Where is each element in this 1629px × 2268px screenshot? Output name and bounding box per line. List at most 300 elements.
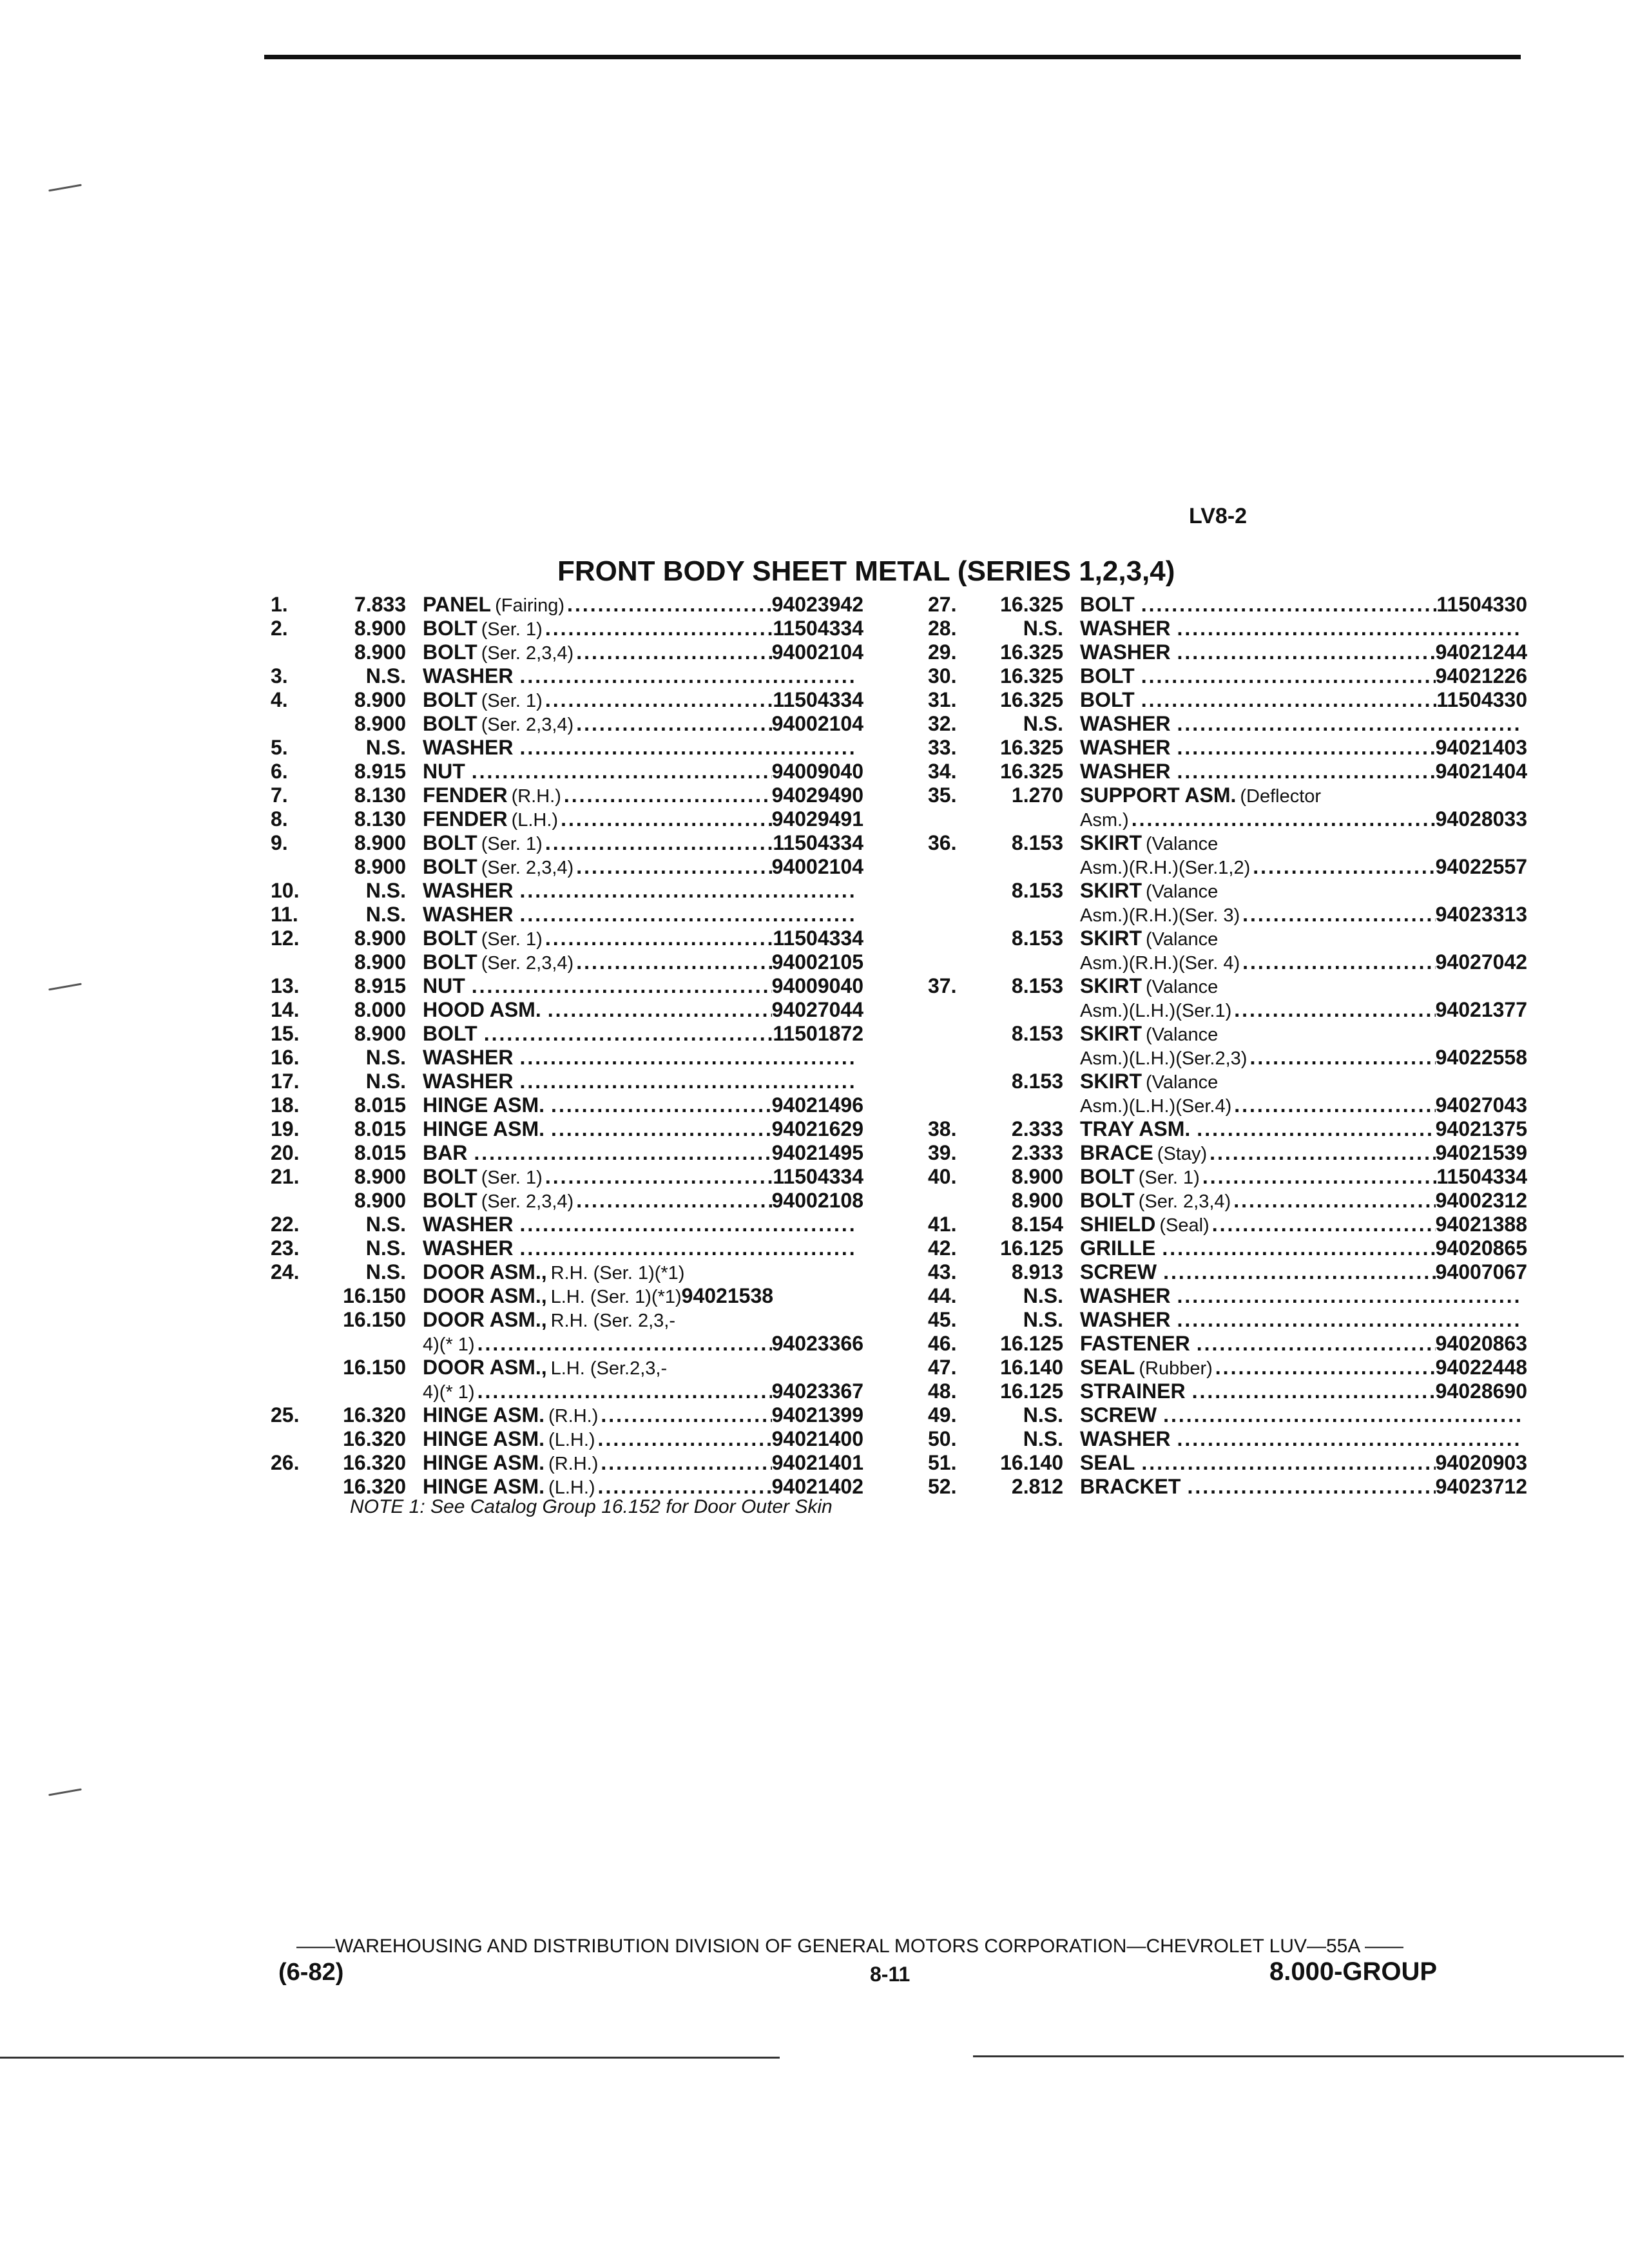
item-number: 27. (928, 593, 957, 616)
group-reference: 8.153 (1011, 1022, 1063, 1045)
item-number: 8. (271, 807, 288, 831)
part-description (1080, 1451, 1527, 1475)
part-name: FENDER (423, 783, 508, 807)
part-description (1080, 1189, 1527, 1214)
dot-leader (1234, 998, 1435, 1022)
part-qualifier: Asm.)(R.H.)(Ser. 4) (1080, 953, 1240, 974)
item-number: 19. (271, 1117, 300, 1140)
group-reference: 8.015 (354, 1117, 406, 1140)
group-reference: N.S. (365, 1236, 406, 1260)
part-number: 11504334 (773, 927, 863, 950)
part-number: 94020903 (1435, 1451, 1527, 1474)
parts-row (271, 927, 863, 950)
group-reference: 8.015 (354, 1141, 406, 1164)
group-reference: 8.900 (354, 688, 406, 711)
group-reference: 8.900 (354, 831, 406, 854)
parts-row (928, 760, 1527, 783)
part-qualifier: R.H. (Ser. 2,3,- (550, 1311, 675, 1331)
item-number: 13. (271, 974, 300, 997)
part-description (1080, 879, 1527, 904)
dot-leader (1215, 1356, 1436, 1379)
part-qualifier: 4)(* 1) (423, 1334, 475, 1355)
item-number: 28. (928, 617, 957, 640)
part-description (1080, 593, 1527, 617)
dot-leader (519, 736, 857, 760)
parts-row (928, 1165, 1527, 1189)
dot-leader (1197, 1332, 1436, 1356)
item-number: 44. (928, 1284, 957, 1307)
part-description (423, 927, 863, 952)
item-number: 21. (271, 1165, 300, 1188)
part-description (423, 1022, 863, 1046)
dot-leader (545, 617, 773, 640)
part-name: BOLT (423, 1022, 477, 1045)
group-reference: 1.270 (1011, 783, 1063, 807)
parts-row (271, 1379, 863, 1403)
part-number: 94023367 (771, 1379, 863, 1403)
dot-leader (519, 664, 857, 688)
dot-leader (567, 593, 772, 617)
part-description (1080, 927, 1527, 952)
group-reference: 8.015 (354, 1093, 406, 1117)
dot-leader (1192, 1379, 1436, 1403)
part-qualifier: (Ser. 1) (481, 929, 543, 950)
group-reference: 16.320 (343, 1451, 406, 1474)
group-reference: N.S. (1023, 617, 1063, 640)
parts-row (928, 1427, 1527, 1451)
part-name: SKIRT (1080, 879, 1142, 902)
part-qualifier: Asm.)(L.H.)(Ser.1) (1080, 1001, 1232, 1021)
group-reference: 8.130 (354, 783, 406, 807)
parts-row (271, 903, 863, 927)
part-name: BOLT (1080, 664, 1135, 687)
part-name: BOLT (423, 617, 477, 640)
group-reference: 16.140 (1000, 1356, 1063, 1379)
part-description (423, 1165, 863, 1190)
parts-row (271, 1451, 863, 1475)
parts-row (928, 903, 1527, 927)
part-qualifier: (Deflector (1240, 786, 1322, 807)
part-qualifier: (R.H.) (548, 1454, 599, 1474)
item-number: 18. (271, 1093, 300, 1117)
part-number: 94021538 (681, 1284, 774, 1307)
item-number: 37. (928, 974, 957, 997)
part-number: 94021402 (771, 1475, 863, 1498)
part-description (1080, 640, 1527, 664)
parts-row (928, 927, 1527, 950)
part-qualifier: (Ser. 1) (481, 691, 543, 711)
part-description (423, 855, 863, 880)
item-number: 50. (928, 1427, 957, 1450)
part-name: WASHER (1080, 1284, 1171, 1307)
group-reference: 16.125 (1000, 1379, 1063, 1403)
item-number: 6. (271, 760, 288, 783)
part-description (1080, 950, 1527, 975)
dot-leader (519, 1070, 857, 1093)
part-qualifier: (L.H.) (548, 1430, 595, 1450)
group-reference: N.S. (365, 1260, 406, 1283)
item-number: 5. (271, 736, 288, 759)
group-label: 8.000-GROUP (1269, 1957, 1438, 1986)
parts-row (271, 974, 863, 998)
dot-leader (519, 1236, 857, 1260)
item-number: 52. (928, 1475, 957, 1498)
group-reference: 8.153 (1011, 1070, 1063, 1093)
part-name: BOLT (1080, 1165, 1135, 1188)
part-qualifier: Asm.) (1080, 810, 1129, 831)
part-number: 94021388 (1435, 1213, 1527, 1236)
part-description (423, 831, 863, 856)
group-reference: N.S. (1023, 1427, 1063, 1450)
group-reference: 8.913 (1011, 1260, 1063, 1283)
part-name: BOLT (423, 855, 477, 878)
parts-row (928, 950, 1527, 974)
parts-row (271, 1284, 863, 1308)
part-description (423, 1427, 863, 1452)
part-number: 94028033 (1435, 807, 1527, 831)
group-reference: 8.900 (354, 1189, 406, 1212)
part-number: 94002104 (771, 855, 863, 878)
group-reference: 16.320 (343, 1427, 406, 1450)
item-number: 9. (271, 831, 288, 854)
part-description (1080, 1070, 1527, 1095)
group-reference: 16.325 (1000, 664, 1063, 687)
part-name: BOLT (423, 831, 477, 854)
dot-leader (576, 712, 771, 736)
part-qualifier: (Ser. 1) (481, 1168, 543, 1188)
group-reference: 8.130 (354, 807, 406, 831)
dot-leader (1177, 760, 1435, 783)
part-number: 94020863 (1435, 1332, 1527, 1355)
parts-row (928, 879, 1527, 903)
part-number: 11504334 (773, 688, 863, 711)
part-description (423, 1284, 863, 1309)
dot-leader (484, 1022, 773, 1046)
part-description (1080, 1475, 1527, 1499)
part-number: 11504334 (1436, 1165, 1527, 1188)
group-reference: N.S. (1023, 1308, 1063, 1331)
part-number: 11504330 (1436, 688, 1527, 711)
parts-row (271, 1475, 863, 1499)
part-description (423, 1236, 863, 1260)
item-number: 33. (928, 736, 957, 759)
part-name: HINGE ASM. (423, 1427, 545, 1450)
item-number: 32. (928, 712, 957, 735)
part-qualifier: (Valance (1146, 834, 1219, 854)
part-description (423, 760, 863, 783)
dot-leader (1202, 1165, 1437, 1189)
part-number: 94009040 (771, 974, 863, 997)
part-description (423, 712, 863, 737)
page-code: LV8-2 (1189, 504, 1248, 528)
page-number: 8-11 (870, 1963, 911, 1986)
part-description (1080, 807, 1527, 832)
group-reference: 16.125 (1000, 1332, 1063, 1355)
group-reference: N.S. (365, 879, 406, 902)
group-reference: 8.900 (354, 855, 406, 878)
part-name: DOOR ASM., (423, 1284, 547, 1307)
part-number: 94021400 (771, 1427, 863, 1450)
group-reference: 8.900 (354, 640, 406, 664)
part-name: HINGE ASM. (423, 1451, 545, 1474)
part-qualifier: Asm.)(R.H.)(Ser. 3) (1080, 905, 1240, 926)
parts-row (271, 1165, 863, 1189)
dot-leader (601, 1451, 771, 1475)
group-reference: 2.812 (1011, 1475, 1063, 1498)
item-number: 2. (271, 617, 288, 640)
parts-row (271, 688, 863, 712)
part-number: 94029490 (771, 783, 863, 807)
parts-row (928, 736, 1527, 760)
part-name: WASHER (1080, 1427, 1171, 1450)
item-number: 45. (928, 1308, 957, 1331)
group-reference: 16.325 (1000, 593, 1063, 616)
part-description (423, 950, 863, 975)
part-name: HINGE ASM. (423, 1403, 545, 1427)
parts-row (271, 998, 863, 1022)
item-number: 49. (928, 1403, 957, 1427)
part-name: BOLT (423, 927, 477, 950)
part-qualifier: (Valance (1146, 1072, 1219, 1093)
parts-row (271, 783, 863, 807)
part-qualifier: (Ser. 2,3,4) (1138, 1191, 1231, 1212)
part-qualifier: (Stay) (1157, 1144, 1208, 1164)
part-description (1080, 1046, 1527, 1071)
parts-row (928, 688, 1527, 712)
part-qualifier: (Ser. 1) (1138, 1168, 1200, 1188)
dot-leader (1234, 1093, 1435, 1117)
dot-leader (564, 783, 772, 807)
part-name: BOLT (423, 1189, 477, 1212)
part-name: SKIRT (1080, 1022, 1142, 1045)
group-reference: 8.900 (354, 1022, 406, 1045)
part-number: 11501872 (773, 1022, 863, 1045)
parts-row (271, 1022, 863, 1046)
part-description (423, 1379, 863, 1405)
part-description (1080, 1213, 1527, 1238)
part-name: WASHER (1080, 1308, 1171, 1331)
item-number: 20. (271, 1141, 300, 1164)
dot-leader (551, 1117, 772, 1141)
item-number: 25. (271, 1403, 300, 1427)
part-name: WASHER (1080, 640, 1171, 664)
part-number: 11504330 (1436, 593, 1527, 616)
parts-row (271, 831, 863, 855)
part-number: 94021401 (771, 1451, 863, 1474)
group-reference: 16.125 (1000, 1236, 1063, 1260)
parts-row (928, 974, 1527, 998)
group-reference: 16.325 (1000, 640, 1063, 664)
part-description (1080, 1117, 1527, 1141)
parts-row (928, 1260, 1527, 1284)
part-name: FENDER (423, 807, 508, 831)
part-name: SKIRT (1080, 1070, 1142, 1093)
item-number: 40. (928, 1165, 957, 1188)
part-name: STRAINER (1080, 1379, 1186, 1403)
item-number: 15. (271, 1022, 300, 1045)
group-reference: N.S. (365, 736, 406, 759)
dot-leader (1177, 712, 1521, 736)
part-qualifier: (Ser. 2,3,4) (481, 643, 574, 664)
item-number: 17. (271, 1070, 300, 1093)
part-description (423, 1213, 863, 1236)
group-reference: 16.150 (343, 1308, 406, 1331)
item-number: 1. (271, 593, 288, 616)
group-reference: 8.900 (354, 950, 406, 974)
part-name: HINGE ASM. (423, 1093, 545, 1117)
part-number: 94023313 (1435, 903, 1527, 926)
parts-row (271, 640, 863, 664)
group-reference: N.S. (365, 664, 406, 687)
dot-leader (477, 1379, 772, 1403)
item-number: 46. (928, 1332, 957, 1355)
part-description (423, 1141, 863, 1165)
part-description (423, 998, 863, 1022)
part-name: WASHER (1080, 736, 1171, 759)
part-description (1080, 1260, 1527, 1284)
group-reference: 8.915 (354, 974, 406, 997)
dot-leader (1141, 593, 1437, 617)
part-name: BAR (423, 1141, 468, 1164)
parts-row (271, 1356, 863, 1379)
dot-leader (519, 1046, 857, 1070)
parts-row (271, 1213, 863, 1236)
part-number: 94021496 (771, 1093, 863, 1117)
part-name: GRILLE (1080, 1236, 1156, 1260)
part-name: WASHER (423, 1046, 514, 1069)
part-name: HOOD ASM. (423, 998, 541, 1021)
parts-row (271, 1308, 863, 1332)
part-qualifier: (Ser. 2,3,4) (481, 953, 574, 974)
group-reference: N.S. (1023, 712, 1063, 735)
parts-list-right (928, 593, 1527, 1499)
part-description (423, 783, 863, 809)
part-description (423, 1451, 863, 1476)
part-name: WASHER (423, 903, 514, 926)
part-description (423, 1332, 863, 1357)
part-description (1080, 1165, 1527, 1190)
part-description (1080, 974, 1527, 999)
part-qualifier: (L.H.) (548, 1477, 595, 1498)
part-name: BOLT (423, 688, 477, 711)
dot-leader (1162, 1236, 1435, 1260)
dot-leader (1177, 1308, 1521, 1332)
parts-row (271, 1236, 863, 1260)
group-reference: N.S. (365, 903, 406, 926)
dot-leader (1242, 903, 1436, 927)
part-name: NUT (423, 760, 465, 783)
part-number: 94002312 (1435, 1189, 1527, 1212)
parts-row (271, 736, 863, 760)
part-name: SKIRT (1080, 831, 1142, 854)
part-number: 94022557 (1435, 855, 1527, 878)
dot-leader (519, 903, 857, 927)
part-name: NUT (423, 974, 465, 997)
group-reference: 7.833 (354, 593, 406, 616)
group-reference: 8.900 (1011, 1189, 1063, 1212)
item-number: 11. (271, 903, 298, 926)
part-name: SEAL (1080, 1356, 1135, 1379)
parts-row (271, 950, 863, 974)
scan-mark (48, 184, 82, 192)
part-description (423, 974, 863, 998)
part-number: 94028690 (1435, 1379, 1527, 1403)
group-reference: 8.153 (1011, 974, 1063, 997)
group-reference: 8.154 (1011, 1213, 1063, 1236)
part-qualifier: (Rubber) (1139, 1358, 1213, 1379)
dot-leader (545, 927, 773, 950)
part-number: 94027043 (1435, 1093, 1527, 1117)
part-qualifier: Asm.)(R.H.)(Ser.1,2) (1080, 858, 1251, 878)
part-number: 94021403 (1435, 736, 1527, 759)
group-reference: 16.320 (343, 1403, 406, 1427)
group-reference: 8.900 (354, 617, 406, 640)
parts-row (928, 1451, 1527, 1475)
parts-row (271, 712, 863, 736)
part-number: 94022558 (1435, 1046, 1527, 1069)
parts-row (928, 1284, 1527, 1308)
part-qualifier: (Seal) (1159, 1215, 1210, 1236)
part-qualifier: (Ser. 2,3,4) (481, 715, 574, 735)
part-description (1080, 760, 1527, 783)
dot-leader (1141, 664, 1436, 688)
group-reference: 8.153 (1011, 831, 1063, 854)
part-description (1080, 1427, 1527, 1451)
part-description (423, 1189, 863, 1214)
part-description (1080, 783, 1527, 809)
group-reference: N.S. (365, 1070, 406, 1093)
part-description (1080, 1093, 1527, 1119)
group-reference: N.S. (1023, 1284, 1063, 1307)
dot-leader (561, 807, 772, 831)
part-qualifier: (Ser. 1) (481, 834, 543, 854)
parts-row (928, 1308, 1527, 1332)
parts-row (271, 1070, 863, 1093)
parts-row (928, 1332, 1527, 1356)
part-number: 94021539 (1435, 1141, 1527, 1164)
part-name: PANEL (423, 593, 492, 616)
part-description (423, 1403, 863, 1428)
part-description (423, 1260, 863, 1285)
item-number: 38. (928, 1117, 957, 1140)
part-qualifier: (R.H.) (511, 786, 561, 807)
part-description (1080, 1022, 1527, 1047)
parts-row (271, 1189, 863, 1213)
parts-row (928, 1141, 1527, 1165)
part-number: 94002105 (771, 950, 863, 974)
parts-row (928, 1189, 1527, 1213)
part-qualifier: Asm.)(L.H.)(Ser.4) (1080, 1096, 1232, 1117)
parts-row (928, 783, 1527, 807)
dot-leader (576, 855, 771, 879)
item-number: 4. (271, 688, 288, 711)
part-name: SKIRT (1080, 974, 1142, 997)
parts-row (928, 640, 1527, 664)
part-qualifier: (R.H.) (548, 1406, 599, 1427)
group-reference: 16.140 (1000, 1451, 1063, 1474)
group-reference: 16.320 (343, 1475, 406, 1498)
parts-row (271, 760, 863, 783)
part-name: SHIELD (1080, 1213, 1156, 1236)
part-name: BOLT (1080, 688, 1135, 711)
part-number: 94007067 (1435, 1260, 1527, 1283)
parts-list-left (271, 593, 863, 1499)
part-number: 94023366 (771, 1332, 863, 1355)
part-name: BRACKET (1080, 1475, 1181, 1498)
parts-row (271, 1427, 863, 1451)
group-reference: N.S. (365, 1213, 406, 1236)
parts-row (928, 1356, 1527, 1379)
